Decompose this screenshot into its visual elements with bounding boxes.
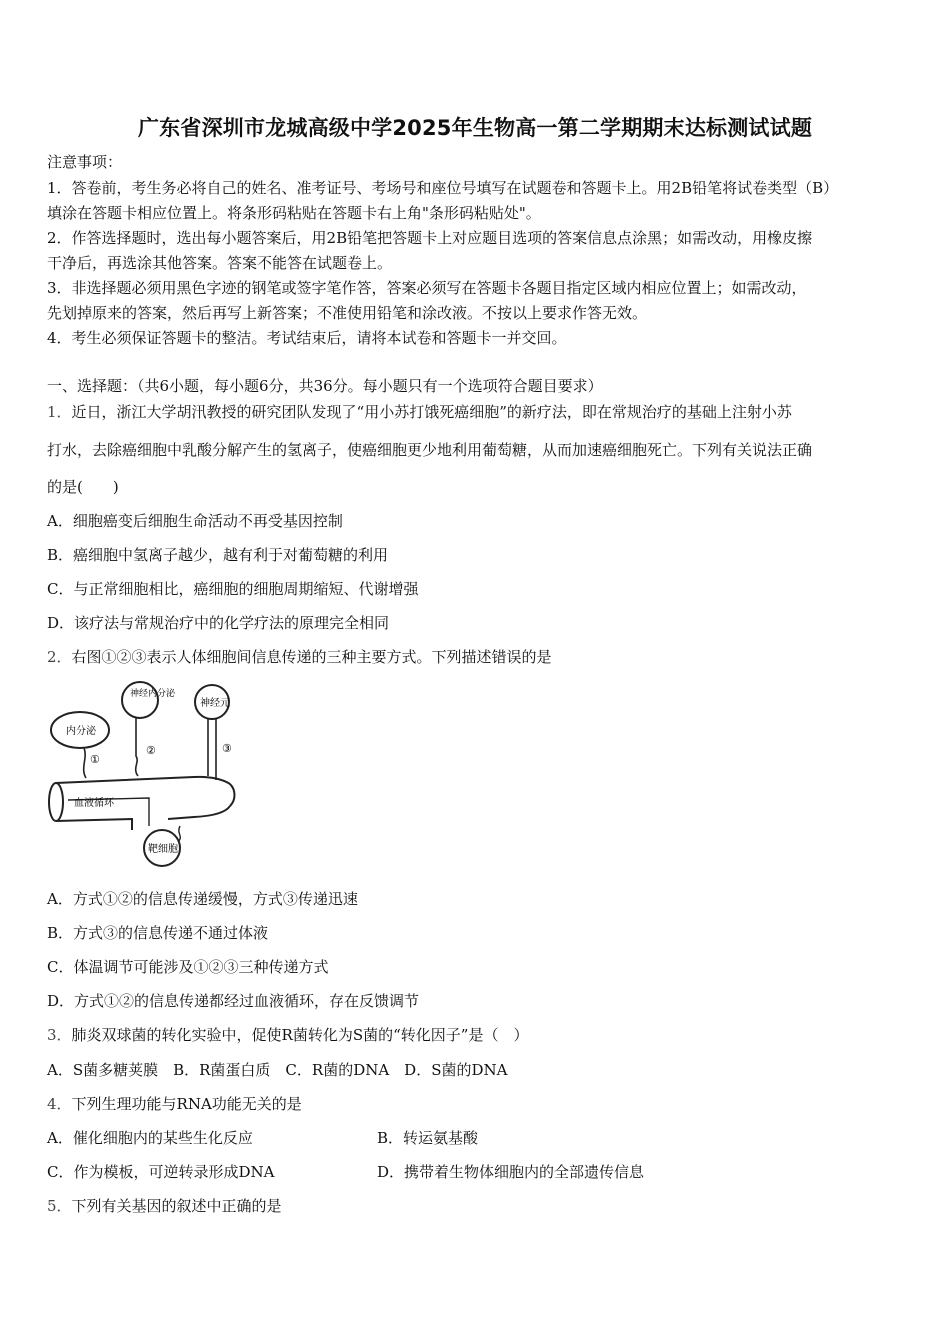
q2-option-b: B．方式③的信息传递不通过体液 (47, 924, 269, 942)
label-mode-2: ② (146, 744, 156, 757)
question-text: 肺炎双球菌的转化实验中，促使R菌转化为S菌的“转化因子”是（ ） (71, 1026, 529, 1044)
q4-option-a: A．催化细胞内的某些生化反应 (47, 1129, 253, 1147)
question-3-line (47, 1025, 907, 1045)
path-1 (84, 748, 86, 778)
q1-option-c: C．与正常细胞相比，癌细胞的细胞周期缩短、代谢增强 (47, 580, 419, 598)
question-number: 4． (47, 1095, 72, 1113)
vessel-bottom-wall (56, 806, 230, 830)
question-number: 2． (47, 648, 72, 666)
q2-option-a: A．方式①②的信息传递缓慢，方式③传递迅速 (47, 890, 358, 908)
neuroendocrine-cell (122, 682, 158, 718)
label-endocrine: 内分泌 (66, 726, 96, 737)
question-number: 1． (47, 403, 72, 421)
vessel-top-wall (56, 777, 230, 784)
vessel-end-right (230, 784, 235, 806)
page-title: 广东省深圳市龙城高级中学2025年生物高一第二学期期末达标测试试题 (137, 116, 813, 140)
q3-options: A．S菌多糖荚膜 B．R菌蛋白质 C．R菌的DNA D．S菌的DNA (47, 1061, 508, 1079)
question-text: 近日，浙江大学胡汛教授的研究团队发现了“用小苏打饿死癌细胞”的新疗法，即在常规治疗的基础上注射小苏 (71, 403, 792, 421)
q1-option-b: B．癌细胞中氢离子越少，越有利于对葡萄糖的利用 (47, 546, 389, 564)
q4-option-d: D．携带着生物体细胞内的全部遗传信息 (377, 1163, 645, 1181)
label-mode-3: ③ (222, 742, 232, 755)
question-text: 下列有关基因的叙述中正确的是 (71, 1197, 282, 1215)
notice-line: 4．考生必须保证答题卡的整洁。考试结束后，请将本试卷和答题卡一并交回。 (47, 329, 567, 347)
question-number: 5． (47, 1197, 72, 1215)
label-target-cell: 靶细胞 (148, 844, 178, 855)
q4-option-b: B．转运氨基酸 (377, 1129, 479, 1147)
q2-option-c: C．体温调节可能涉及①②③三种传递方式 (47, 958, 329, 976)
label-neuron: 神经元 (200, 698, 230, 709)
question-number: 3． (47, 1026, 72, 1044)
question-1-line: 打水，去除癌细胞中乳酸分解产生的氢离子，使癌细胞更少地利用葡萄糖，从而加速癌细胞死亡。下列有关说法正确 (47, 441, 813, 459)
notice-line: 1．答卷前，考生务必将自己的姓名、准考证号、考场号和座位号填写在试题卷和答题卡上。用2B铅笔将试卷类型（B） (47, 179, 839, 197)
notice-line: 2．作答选择题时，选出每小题答案后，用2B铅笔把答题卡上对应题目选项的答案信息点涂黑；如需改动，用橡皮擦 (47, 229, 813, 247)
question-text: 右图①②③表示人体细胞间信息传递的三种主要方式。下列描述错误的是 (71, 648, 552, 666)
question-5-line (47, 1196, 907, 1216)
vessel-end-left (49, 783, 63, 821)
q4-option-c: C．作为模板，可逆转录形成DNA (47, 1163, 275, 1181)
q1-option-a: A．细胞癌变后细胞生命活动不再受基因控制 (47, 512, 343, 530)
notice-line: 先划掉原来的答案，然后再写上新答案；不准使用铅笔和涂改液。不按以上要求作答无效。 (47, 304, 648, 322)
question-1-line (47, 402, 907, 422)
label-neuroendocrine: 神经内分泌 (130, 689, 176, 699)
path-3 (208, 719, 216, 780)
question-text: 下列生理功能与RNA功能无关的是 (71, 1095, 302, 1113)
q2-option-d: D．方式①②的信息传递都经过血液循环，存在反馈调节 (47, 992, 420, 1010)
notice-line: 3．非选择题必须用黑色字迹的钢笔或签字笔作答，答案必须写在答题卡各题目指定区域内相应位置上；如需改动， (47, 279, 807, 297)
label-mode-1: ① (90, 753, 100, 766)
notice-line: 填涂在答题卡相应位置上。将条形码粘贴在答题卡右上角"条形码粘贴处"。 (47, 204, 541, 222)
label-blood-circulation: 血液循环 (74, 798, 114, 809)
q1-option-d: D．该疗法与常规治疗中的化学疗法的原理完全相同 (47, 614, 390, 632)
path-2 (136, 718, 138, 776)
notice-line: 干净后，再选涂其他答案。答案不能答在试题卷上。 (47, 254, 393, 272)
question-2-line (47, 647, 907, 667)
notice-heading: 注意事项： (47, 153, 123, 171)
question-4-line (47, 1094, 907, 1114)
section-heading: 一、选择题：（共6小题，每小题6分，共36分。每小题只有一个选项符合题目要求） (47, 377, 603, 395)
question-1-line: 的是( ) (47, 478, 119, 496)
signal-transmission-diagram (44, 676, 240, 868)
